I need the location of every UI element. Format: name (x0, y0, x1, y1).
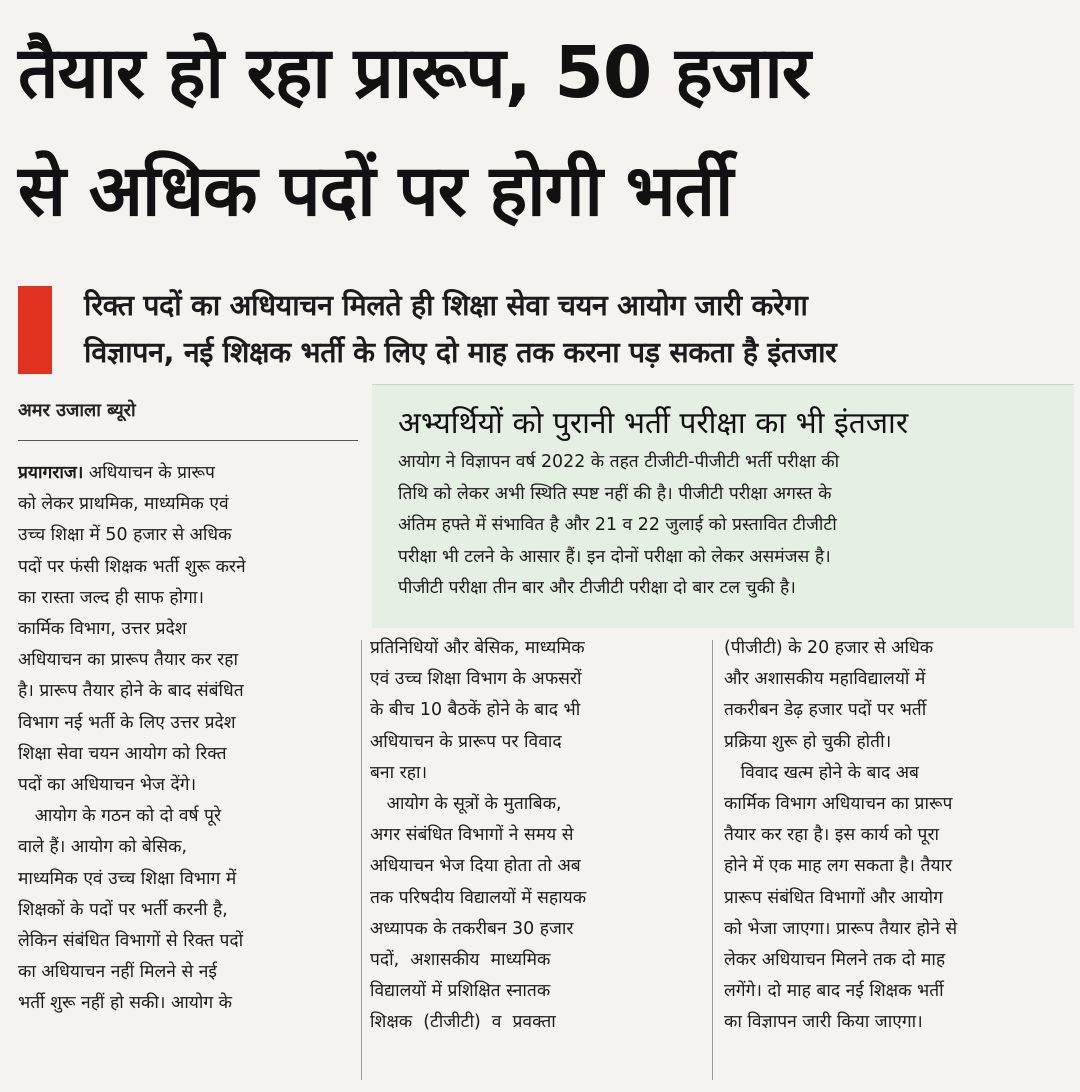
byline-rule (18, 440, 358, 441)
article-line: (पीजीटी) के 20 हजार से अधिक (724, 638, 934, 658)
article-line: लेकिन संबंधित विभागों से रिक्त पदों (18, 931, 244, 952)
subhead-accent-bar (18, 286, 52, 374)
article-line: अगर संबंधित विभागों ने समय से (370, 825, 574, 846)
article-line: पदों, अशासकीय माध्यमिक (370, 950, 551, 971)
article-line: कार्मिक विभाग अधियाचन का प्रारूप (724, 794, 953, 815)
article-line: विवाद खत्म होने के बाद अब (724, 762, 919, 783)
article-line: है। प्रारूप तैयार होने के बाद संबंधित (18, 681, 244, 702)
article-first-line: अधियाचन के प्रारूप (83, 463, 215, 483)
article-line: शिक्षा सेवा चयन आयोग को रिक्त (18, 743, 227, 764)
article-line: तैयार कर रहा है। इस कार्य को पूरा (724, 825, 940, 846)
article-line: तक परिषदीय विद्यालयों में सहायक (370, 887, 587, 908)
box-line: आयोग ने विज्ञापन वर्ष 2022 के तहत टीजीटी-पीजीटी भर्ती परीक्षा की (398, 452, 840, 472)
article-line: उच्च शिक्षा में 50 हजार से अधिक (18, 525, 232, 546)
column-divider (361, 640, 362, 1080)
article-line: और अशासकीय महाविद्यालयों में (724, 669, 926, 690)
headline (18, 14, 1068, 250)
article-line: शिक्षक (टीजीटी) व प्रवक्ता (370, 1012, 556, 1033)
article-line: पदों का अधियाचन भेज देंगे। (18, 775, 197, 796)
subhead-line-1: रिक्त पदों का अधियाचन मिलते ही शिक्षा सेवा चयन आयोग जारी करेगा (84, 289, 808, 322)
subhead-line-2: विज्ञापन, नई शिक्षक भर्ती के लिए दो माह तक करना पड़ सकता है इंतजार (84, 336, 837, 369)
column-divider (712, 640, 713, 1080)
article-line: का विज्ञापन जारी किया जाएगा। (724, 1012, 923, 1033)
subheadline (84, 282, 1074, 376)
article-line: आयोग के गठन को दो वर्ष पूरे (18, 806, 222, 827)
article-line: अध्यापक के तकरीबन 30 हजार (370, 918, 574, 939)
article-line: लगेंगे। दो माह बाद नई शिक्षक भर्ती (724, 981, 944, 1002)
article-line: शिक्षकों के पदों पर भर्ती करनी है, (18, 899, 228, 920)
dateline: प्रयागराज। (18, 463, 84, 483)
article-line: अधियाचन के प्रारूप पर विवाद (370, 731, 562, 752)
box-line: अंतिम हफ्ते में संभावित है और 21 व 22 जुलाई को प्रस्तावित टीजीटी (398, 515, 837, 535)
article-line: का रास्ता जल्द ही साफ होगा। (18, 587, 204, 608)
article-line: का अधियाचन नहीं मिलने से नई (18, 962, 217, 983)
article-line: को लेकर प्राथमिक, माध्यमिक एवं (18, 494, 229, 515)
article-line: के बीच 10 बैठकें होने के बाद भी (370, 700, 581, 721)
article-line: अधियाचन का प्रारूप तैयार कर रहा (18, 650, 238, 671)
article-line: विद्यालयों में प्रशिक्षित स्नातक (370, 981, 551, 1002)
article-line: बना रहा। (370, 762, 428, 783)
byline: अमर उजाला ब्यूरो (18, 400, 136, 421)
article-line: वाले हैं। आयोग को बेसिक, (18, 837, 187, 858)
article-column-3 (724, 633, 1070, 1039)
article-column-1 (18, 458, 354, 1020)
article-column-2 (370, 633, 700, 1039)
article-line: एवं उच्च शिक्षा विभाग के अफसरों (370, 669, 582, 690)
article-line: प्रतिनिधियों और बेसिक, माध्यमिक (370, 638, 585, 658)
article-line: विभाग नई भर्ती के लिए उत्तर प्रदेश (18, 712, 236, 733)
article-line: भर्ती शुरू नहीं हो सकी। आयोग के (18, 993, 232, 1014)
headline-line-2: से अधिक पदों पर होगी भर्ती (18, 149, 733, 232)
article-line: कार्मिक विभाग, उत्तर प्रदेश (18, 619, 187, 640)
article-line: पदों पर फंसी शिक्षक भर्ती शुरू करने (18, 556, 246, 577)
article-line: होने में एक माह लग सकता है। तैयार (724, 856, 953, 877)
box-line: तिथि को लेकर अभी स्थिति स्पष्ट नहीं की है। पीजीटी परीक्षा अगस्त के (398, 483, 832, 504)
box-line: पीजीटी परीक्षा तीन बार और टीजीटी परीक्षा दो बार टल चुकी है। (398, 578, 796, 598)
box-title: अभ्यर्थियों को पुरानी भर्ती परीक्षा का भी इंतजार (398, 406, 909, 441)
article-line: प्रक्रिया शुरू हो चुकी होती। (724, 731, 892, 752)
article-line: आयोग के सूत्रों के मुताबिक, (370, 794, 562, 815)
box-line: परीक्षा भी टलने के आसार हैं। इन दोनों परीक्षा को लेकर असमंजस है। (398, 546, 831, 567)
sidebar-box (372, 384, 1074, 628)
headline-line-1: तैयार हो रहा प्रारूप, 50 हजार (18, 31, 810, 114)
article-line: माध्यमिक एवं उच्च शिक्षा विभाग में (18, 868, 237, 889)
article-line: प्रारूप संबंधित विभागों और आयोग (724, 887, 943, 908)
article-line (18, 458, 354, 489)
box-body (398, 447, 1058, 605)
article-line: तकरीबन डेढ़ हजार पदों पर भर्ती (724, 700, 927, 721)
article-line: लेकर अधियाचन मिलने तक दो माह (724, 950, 946, 971)
article-line: अधियाचन भेज दिया होता तो अब (370, 856, 581, 877)
article-line: को भेजा जाएगा। प्रारूप तैयार होने से (724, 918, 958, 939)
